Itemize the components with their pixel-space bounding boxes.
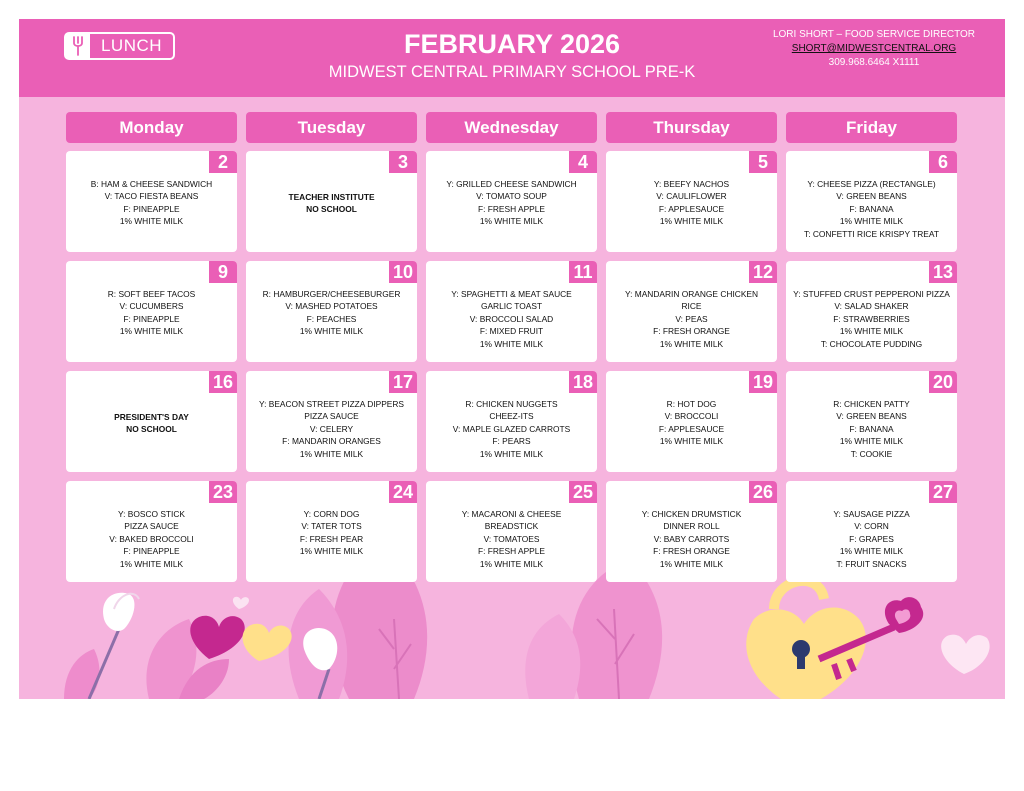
day-cell bbox=[786, 151, 957, 252]
date-badge: 4 bbox=[569, 151, 597, 173]
no-school-notice bbox=[250, 191, 413, 216]
menu-line: F: PEARS bbox=[492, 436, 531, 447]
day-cell bbox=[606, 151, 777, 252]
menu-line: DINNER ROLL bbox=[663, 521, 720, 532]
menu-line: F: PINEAPPLE bbox=[123, 203, 180, 214]
menu-items bbox=[70, 288, 233, 338]
day-cell bbox=[426, 151, 597, 252]
menu-line: 1% WHITE MILK bbox=[299, 448, 364, 459]
menu-line: Y: SPAGHETTI & MEAT SAUCE bbox=[451, 289, 572, 299]
menu-line: RICE bbox=[681, 301, 702, 312]
date-badge: 19 bbox=[749, 371, 777, 393]
menu-line: 1% WHITE MILK bbox=[119, 326, 184, 337]
date-badge: 16 bbox=[209, 371, 237, 393]
menu-items bbox=[790, 508, 953, 570]
day-cell bbox=[66, 371, 237, 472]
menu-line: Y: BEACON STREET PIZZA DIPPERS bbox=[258, 399, 405, 409]
menu-line: V: TOMATOES bbox=[483, 533, 540, 544]
menu-line: V: CELERY bbox=[309, 423, 354, 434]
date-badge: 2 bbox=[209, 151, 237, 173]
contact-phone: 309.968.6464 X1111 bbox=[828, 57, 920, 68]
date-badge: 23 bbox=[209, 481, 237, 503]
menu-line: Y: CHEESE PIZZA (RECTANGLE) bbox=[807, 179, 936, 189]
contact-name: LORI SHORT – FOOD SERVICE DIRECTOR bbox=[772, 29, 976, 40]
menu-items bbox=[70, 178, 233, 228]
menu-items bbox=[610, 178, 773, 228]
menu-items bbox=[430, 178, 593, 228]
menu-line: NO SCHOOL bbox=[306, 204, 357, 215]
date-badge: 6 bbox=[929, 151, 957, 173]
menu-line: R: HAMBURGER/CHEESEBURGER bbox=[262, 289, 401, 299]
date-badge: 10 bbox=[389, 261, 417, 283]
menu-line: 1% WHITE MILK bbox=[119, 558, 184, 569]
day-header-thursday: Thursday bbox=[606, 112, 777, 143]
day-cell bbox=[246, 151, 417, 252]
day-cell bbox=[786, 481, 957, 582]
date-badge: 25 bbox=[569, 481, 597, 503]
menu-line: F: FRESH APPLE bbox=[477, 203, 546, 214]
menu-items bbox=[790, 288, 953, 350]
menu-line: V: CAULIFLOWER bbox=[656, 191, 727, 202]
contact-info bbox=[759, 28, 989, 70]
date-badge: 9 bbox=[209, 261, 237, 283]
menu-line: V: TACO FIESTA BEANS bbox=[104, 191, 199, 202]
menu-line: T: COOKIE bbox=[850, 448, 893, 459]
menu-line: TEACHER INSTITUTE bbox=[288, 192, 375, 202]
menu-line: Y: SAUSAGE PIZZA bbox=[833, 509, 910, 519]
menu-line: V: CORN bbox=[854, 521, 889, 532]
menu-line: T: FRUIT SNACKS bbox=[836, 558, 907, 569]
date-badge: 18 bbox=[569, 371, 597, 393]
menu-line: BREADSTICK bbox=[484, 521, 539, 532]
menu-items bbox=[610, 288, 773, 350]
menu-line: 1% WHITE MILK bbox=[659, 558, 724, 569]
menu-line: V: MAPLE GLAZED CARROTS bbox=[452, 423, 571, 434]
day-cell bbox=[66, 261, 237, 362]
no-school-notice bbox=[70, 411, 233, 436]
date-badge: 17 bbox=[389, 371, 417, 393]
menu-line: V: TATER TOTS bbox=[301, 521, 362, 532]
menu-line: Y: STUFFED CRUST PEPPERONI PIZZA bbox=[793, 289, 950, 299]
menu-items bbox=[790, 398, 953, 460]
menu-line: 1% WHITE MILK bbox=[839, 546, 904, 557]
menu-line: Y: CHICKEN DRUMSTICK bbox=[641, 509, 742, 519]
menu-line: F: BANANA bbox=[849, 203, 894, 214]
day-cell bbox=[786, 261, 957, 362]
menu-line: Y: CORN DOG bbox=[303, 509, 360, 519]
menu-line: 1% WHITE MILK bbox=[299, 326, 364, 337]
heart-lock-icon bbox=[746, 581, 866, 699]
menu-items bbox=[430, 508, 593, 570]
menu-line: 1% WHITE MILK bbox=[479, 216, 544, 227]
menu-items bbox=[610, 508, 773, 570]
header-banner bbox=[19, 19, 1005, 97]
day-header-friday: Friday bbox=[786, 112, 957, 143]
page-title: FEBRUARY 2026 bbox=[403, 29, 621, 59]
menu-line: NO SCHOOL bbox=[126, 424, 177, 435]
date-badge: 3 bbox=[389, 151, 417, 173]
menu-line: F: STRAWBERRIES bbox=[833, 313, 910, 324]
menu-line: 1% WHITE MILK bbox=[119, 216, 184, 227]
menu-line: F: APPLESAUCE bbox=[658, 423, 725, 434]
menu-line: V: BAKED BROCCOLI bbox=[109, 533, 194, 544]
menu-line: R: CHICKEN PATTY bbox=[833, 399, 910, 409]
menu-line: T: CONFETTI RICE KRISPY TREAT bbox=[804, 228, 939, 239]
date-badge: 11 bbox=[569, 261, 597, 283]
menu-line: F: PEACHES bbox=[306, 313, 357, 324]
day-cell bbox=[606, 261, 777, 362]
menu-line: 1% WHITE MILK bbox=[479, 558, 544, 569]
menu-line: 1% WHITE MILK bbox=[659, 436, 724, 447]
contact-email-link[interactable]: SHORT@MIDWESTCENTRAL.ORG bbox=[791, 43, 957, 54]
page-subtitle: MIDWEST CENTRAL PRIMARY SCHOOL PRE-K bbox=[328, 63, 696, 81]
menu-line: F: MANDARIN ORANGES bbox=[282, 436, 381, 447]
menu-line: PIZZA SAUCE bbox=[124, 521, 179, 532]
menu-line: CHEEZ-ITS bbox=[489, 411, 534, 422]
menu-line: V: GREEN BEANS bbox=[836, 411, 907, 422]
day-cell bbox=[426, 261, 597, 362]
menu-line: Y: BOSCO STICK bbox=[117, 509, 185, 519]
menu-line: R: CHICKEN NUGGETS bbox=[465, 399, 558, 409]
menu-line: PIZZA SAUCE bbox=[304, 411, 359, 422]
menu-items bbox=[70, 508, 233, 570]
menu-line: V: BABY CARROTS bbox=[653, 533, 730, 544]
menu-line: 1% WHITE MILK bbox=[839, 216, 904, 227]
menu-items bbox=[430, 288, 593, 350]
date-badge: 27 bbox=[929, 481, 957, 503]
day-cell bbox=[66, 151, 237, 252]
date-badge: 5 bbox=[749, 151, 777, 173]
logo-label: LUNCH bbox=[100, 36, 163, 55]
menu-line: F: PINEAPPLE bbox=[123, 546, 180, 557]
menu-line: R: HOT DOG bbox=[666, 399, 717, 409]
date-badge: 24 bbox=[389, 481, 417, 503]
day-cell bbox=[606, 481, 777, 582]
menu-line: 1% WHITE MILK bbox=[479, 338, 544, 349]
menu-items bbox=[610, 398, 773, 448]
day-cell bbox=[786, 371, 957, 472]
menu-line: V: BROCCOLI bbox=[664, 411, 719, 422]
date-badge: 26 bbox=[749, 481, 777, 503]
day-cell bbox=[246, 261, 417, 362]
menu-line: V: GREEN BEANS bbox=[836, 191, 907, 202]
menu-line: 1% WHITE MILK bbox=[299, 546, 364, 557]
date-badge: 13 bbox=[929, 261, 957, 283]
menu-line: Y: MACARONI & CHEESE bbox=[461, 509, 562, 519]
menu-line: Y: BEEFY NACHOS bbox=[653, 179, 730, 189]
menu-line: F: FRESH ORANGE bbox=[653, 326, 730, 337]
menu-line: F: BANANA bbox=[849, 423, 894, 434]
menu-line: Y: MANDARIN ORANGE CHICKEN bbox=[624, 289, 759, 299]
menu-line: F: FRESH PEAR bbox=[299, 533, 364, 544]
day-cell bbox=[246, 481, 417, 582]
menu-line: V: BROCCOLI SALAD bbox=[469, 313, 554, 324]
menu-line: F: APPLESAUCE bbox=[658, 203, 725, 214]
day-cell bbox=[426, 481, 597, 582]
menu-line: F: FRESH APPLE bbox=[477, 546, 546, 557]
menu-line: Y: GRILLED CHEESE SANDWICH bbox=[446, 179, 577, 189]
menu-line: B: HAM & CHEESE SANDWICH bbox=[90, 179, 213, 189]
menu-items bbox=[430, 398, 593, 460]
menu-items bbox=[250, 398, 413, 460]
menu-items bbox=[790, 178, 953, 240]
date-badge: 20 bbox=[929, 371, 957, 393]
day-cell bbox=[246, 371, 417, 472]
menu-line: 1% WHITE MILK bbox=[839, 326, 904, 337]
menu-line: V: PEAS bbox=[675, 313, 708, 324]
menu-line: 1% WHITE MILK bbox=[839, 436, 904, 447]
menu-page bbox=[19, 19, 1005, 699]
menu-line: V: MASHED POTATOES bbox=[285, 301, 378, 312]
menu-line: V: SALAD SHAKER bbox=[834, 301, 909, 312]
menu-line: F: FRESH ORANGE bbox=[653, 546, 730, 557]
menu-line: GARLIC TOAST bbox=[480, 301, 543, 312]
menu-line: V: CUCUMBERS bbox=[119, 301, 184, 312]
day-cell bbox=[66, 481, 237, 582]
menu-line: T: CHOCOLATE PUDDING bbox=[820, 338, 923, 349]
menu-line: F: GRAPES bbox=[849, 533, 894, 544]
day-header-wednesday: Wednesday bbox=[426, 112, 597, 143]
day-cell bbox=[606, 371, 777, 472]
menu-items bbox=[250, 508, 413, 558]
day-header-tuesday: Tuesday bbox=[246, 112, 417, 143]
day-header-monday: Monday bbox=[66, 112, 237, 143]
menu-items bbox=[250, 288, 413, 338]
menu-line: 1% WHITE MILK bbox=[659, 338, 724, 349]
menu-line: 1% WHITE MILK bbox=[659, 216, 724, 227]
menu-line: R: SOFT BEEF TACOS bbox=[107, 289, 196, 299]
menu-line: PRESIDENT'S DAY bbox=[114, 412, 189, 422]
date-badge: 12 bbox=[749, 261, 777, 283]
menu-line: F: PINEAPPLE bbox=[123, 313, 180, 324]
day-cell bbox=[426, 371, 597, 472]
menu-line: F: MIXED FRUIT bbox=[479, 326, 544, 337]
menu-line: V: TOMATO SOUP bbox=[476, 191, 547, 202]
menu-line: 1% WHITE MILK bbox=[479, 448, 544, 459]
